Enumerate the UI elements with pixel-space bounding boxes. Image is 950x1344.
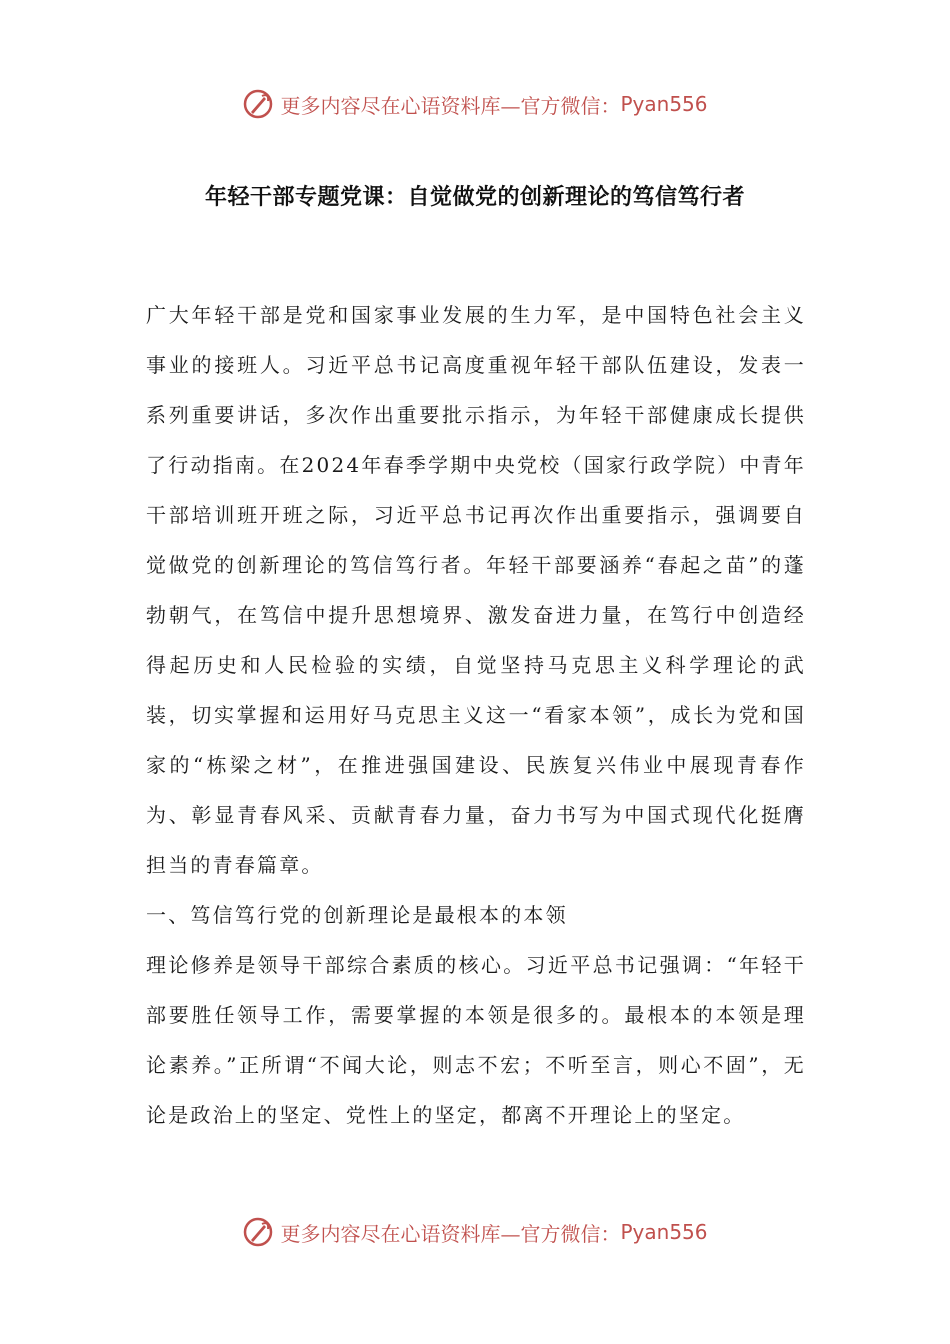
quill-logo-icon <box>242 88 274 120</box>
watermark-text: 更多内容尽在心语资料库—官方微信： <box>280 1221 621 1246</box>
document-title: 年轻干部专题党课：自觉做党的创新理论的笃信笃行者 <box>204 185 745 210</box>
body-paragraph: 理论修养是领导干部综合素质的核心。习近平总书记强调：“年轻干部要胜任领导工作，需要掌握的本领是很多的。最根本的本领是理论素养。”正所谓“不闻大论，则志不宏；不听至言，则心不固”，无论是政治上的坚定、党性上的坚定，都离不开理论上的坚定。 <box>146 953 806 1127</box>
quill-logo-icon <box>242 1216 274 1248</box>
section-heading: 一、笃信笃行党的创新理论是最根本的本领 <box>146 903 568 927</box>
header-watermark <box>0 84 950 124</box>
document-body <box>146 290 806 1140</box>
watermark-text: 更多内容尽在心语资料库—官方微信： <box>280 93 621 118</box>
footer-watermark <box>0 1212 950 1252</box>
watermark-wechat-id: Pyan556 <box>620 92 708 116</box>
body-paragraph: 广大年轻干部是党和国家事业发展的生力军，是中国特色社会主义事业的接班人。习近平总书记高度重视年轻干部队伍建设，发表一系列重要讲话，多次作出重要批示指示，为年轻干部健康成长提供了行动指南。在2024年春季学期中央党校（国家行政学院）中青年干部培训班开班之际，习近平总书记再次作出重要指示，强调要自觉做党的创新理论的笃信笃行者。年轻干部要涵养“春起之苗”的蓬勃朝气，在笃信中提升思想境界、激发奋进力量，在笃行中创造经得起历史和人民检验的实绩，自觉坚持马克思主义科学理论的武装，切实掌握和运用好马克思主义这一“看家本领”，成长为党和国家的“栋梁之材”，在推进强国建设、民族复兴伟业中展现青春作为、彰显青春风采、贡献青春力量，奋力书写为中国式现代化挺膺担当的青春篇章。 <box>146 303 806 877</box>
watermark-wechat-id: Pyan556 <box>620 1220 708 1244</box>
